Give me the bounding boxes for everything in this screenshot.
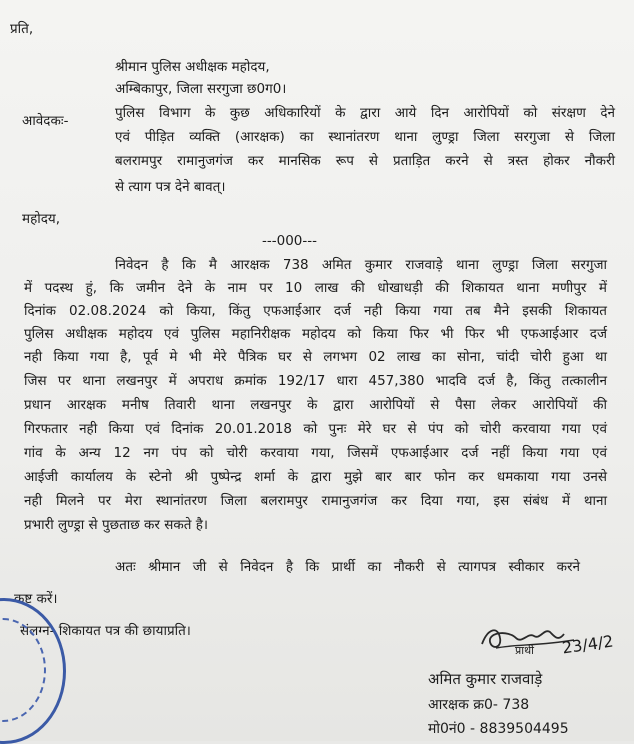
body-line-7: प्रधान आरक्षक मनीष तिवारी थाना लखनपुर के द्वारा आरोपियों से पैसा लेकर आरोपियों की	[24, 397, 607, 413]
body-line-12: प्रभारी लुण्ड्रा से पुछताछ कर सकते है।	[24, 517, 208, 533]
recipient-line-2: अम्बिकापुर, जिला सरगुजा छ0ग0।	[115, 81, 287, 97]
closing-line-2: कष्ट करें।	[14, 591, 58, 607]
body-line-5: नही किया गया है, पूर्व मे भी मेरे पैत्रिक घर से लगभग 02 लाख का सोना, चांदी चोरी हुआ था	[24, 349, 607, 365]
body-line-10: आईजी कार्यालय के स्टेनो श्री पुष्पेन्द्र शर्मा के द्वारा मुझे बार बार फोन कर धमकाया गया उनसे	[24, 469, 607, 485]
to-label: प्रति,	[10, 21, 34, 37]
body-line-9: गांव के अन्य 12 नग पंप को चोरी करवाया गया, जिसमें एफआईआर दर्ज नहीं किया गया एवं	[24, 445, 607, 461]
body-line-11: नही मिलने पर मेरा स्थानांतरण जिला बलरामपुर रामानुजगंज कर दिया गया, इस संबंध में थाना	[24, 493, 607, 509]
signer-name: अमित कुमार राजवाड़े	[428, 670, 543, 688]
subject-label: आवेदकः-	[22, 113, 69, 129]
body-line-8: गिरफतार नही किया एवं दिनांक 20.01.2018 को पुनः मेरे घर से पंप को चोरी करवाया गया एवं	[24, 421, 607, 437]
subject-line-1: पुलिस विभाग के कुछ अधिकारियों के द्वारा आये दिन आरोपियों को संरक्षण देने	[115, 105, 615, 121]
signature-label: प्रार्थी	[515, 644, 534, 657]
body-line-2: में पदस्थ हुं, कि जमीन देने के नाम पर 10 लाख की धोखाधड़ी की शिकायत थाना मणीपुर में	[24, 280, 607, 296]
subject-line-3: बलरामपुर रामानुजगंज कर मानसिक रूप से प्रताड़ित करने से त्रस्त होकर नौकरी	[115, 153, 615, 169]
subject-line-4: से त्याग पत्र देने बावत्।	[115, 179, 226, 195]
body-line-3: दिनांक 02.08.2024 को किया, किंतु एफआईआर दर्ज नही किया गया तब मैने इसकी शिकायत	[24, 303, 607, 319]
enclosure-note: संलग्न- शिकायत पत्र की छायाप्रति।	[20, 623, 191, 639]
signer-rank: आरक्षक क्र0- 738	[428, 697, 530, 713]
signer-mobile: मो0नं0 - 8839504495	[428, 721, 569, 737]
recipient-line-1: श्रीमान पुलिस अधीक्षक महोदय,	[115, 59, 270, 75]
salutation: महोदय,	[22, 211, 61, 227]
body-line-1: निवेदन है कि मै आरक्षक 738 अमित कुमार राजवाड़े थाना लुण्ड्रा जिला सरगुजा	[115, 257, 607, 273]
closing-line-1: अतः श्रीमान जी से निवेदन है कि प्रार्थी का नौकरी से त्यागपत्र स्वीकार करने	[115, 559, 580, 575]
separator: ---000---	[262, 233, 317, 249]
body-line-4: पुलिस अधीक्षक महोदय एवं पुलिस महानिरीक्षक महोदय को किया फिर भी फिर भी एफआईआर दर्ज	[24, 326, 607, 342]
subject-line-2: एवं पीड़ित व्यक्ति (आरक्षक) का स्थानांतरण थाना लुण्ड्रा जिला सरगुजा से जिला	[115, 129, 615, 145]
signature-date: 23/4/2	[560, 631, 615, 658]
body-line-6: जिस पर थाना लखनपुर में अपराध क्रमांक 192/17 धारा 457,380 भादवि दर्ज है, किंतु तत्कालीन	[24, 373, 607, 389]
